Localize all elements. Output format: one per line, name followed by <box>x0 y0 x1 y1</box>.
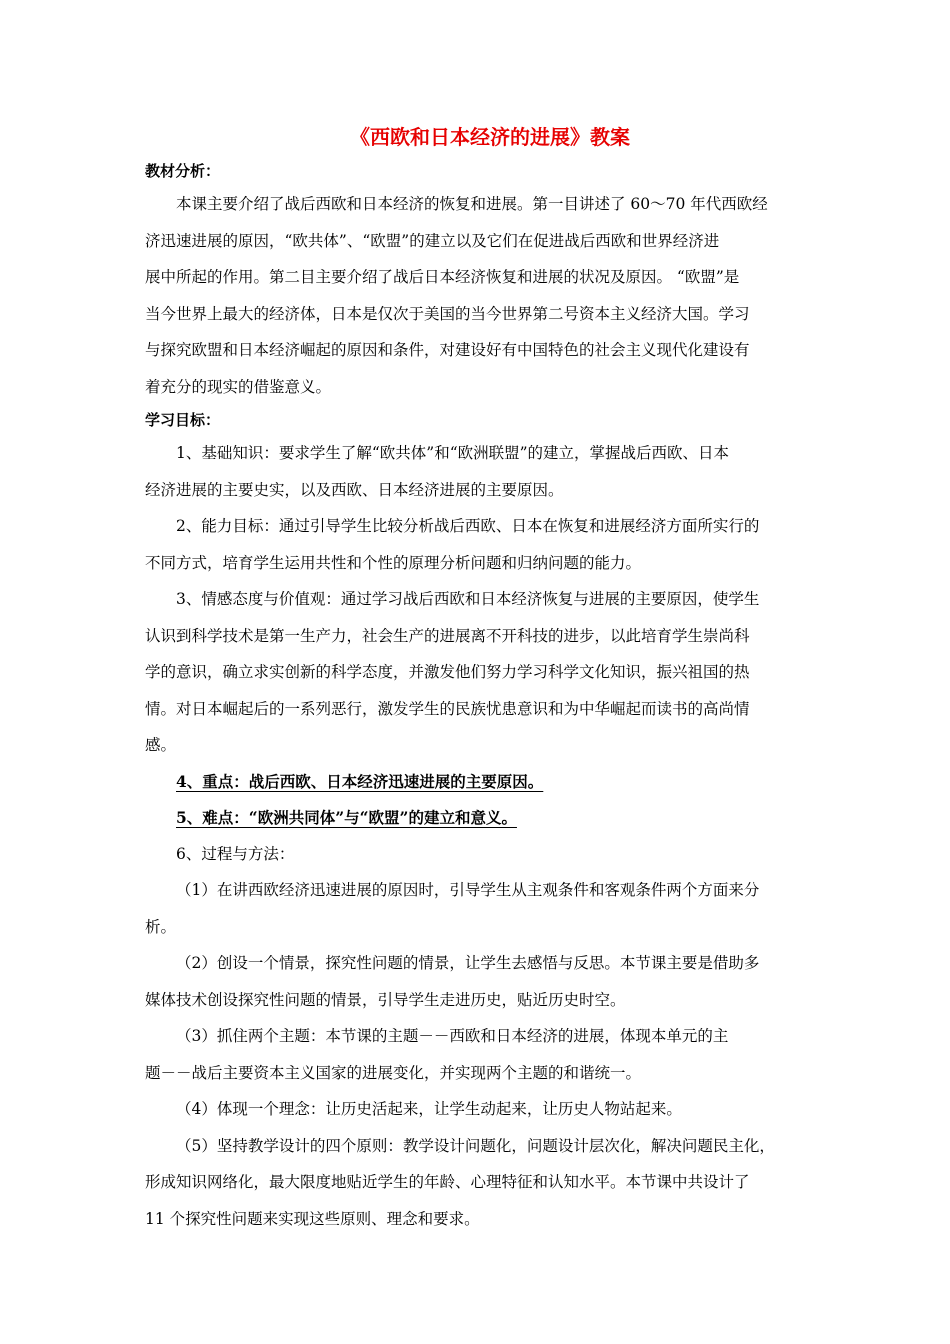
method-line: 析。 <box>145 917 177 936</box>
key-point: 4、重点：战后西欧、日本经济迅速进展的主要原因。 <box>176 771 544 791</box>
objective-item-2 <box>145 508 815 581</box>
objective-line: 1、基础知识：要求学生了解“欧共体”和“欧洲联盟”的建立，掌握战后西欧、日本 <box>176 444 730 462</box>
method-item-2 <box>145 945 815 1018</box>
objective-line: 2、能力目标：通过引导学生比较分析战后西欧、日本在恢复和进展经济方面所实行的 <box>176 517 760 535</box>
analysis-line: 着充分的现实的借鉴意义。 <box>145 377 332 396</box>
analysis-line: 当今世界上最大的经济体，日本是仅次于美国的当今世界第二号资本主义经济大国。学习 <box>145 304 750 323</box>
objective-line: 情。对日本崛起后的一系列恶行，激发学生的民族忧患意识和为中华崛起而读书的高尚情 <box>145 699 750 718</box>
process-method-heading: 6、过程与方法： <box>176 844 295 863</box>
analysis-line: 与探究欧盟和日本经济崛起的原因和条件，对建设好有中国特色的社会主义现代化建设有 <box>145 341 750 359</box>
method-line: （4）体现一个理念：让历史活起来，让学生动起来，让历史人物站起来。 <box>176 1100 682 1118</box>
document-title: 《西欧和日本经济的进展》教案 <box>350 125 630 149</box>
method-line: （2）创设一个情景，探究性问题的情景，让学生去感悟与反思。本节课主要是借助多 <box>176 954 760 972</box>
objective-line: 感。 <box>145 736 177 754</box>
analysis-line: 展中所起的作用。第二目主要介绍了战后日本经济恢复和进展的状况及原因。 “欧盟”是 <box>145 268 740 286</box>
objective-item-3 <box>145 581 815 764</box>
method-line: （3）抓住两个主题：本节课的主题－－西欧和日本经济的进展，体现本单元的主 <box>176 1027 729 1045</box>
objective-line: 3、情感态度与价值观：通过学习战后西欧和日本经济恢复与进展的主要原因，使学生 <box>176 590 760 608</box>
analysis-paragraph <box>145 186 815 405</box>
objective-line: 不同方式，培育学生运用共性和个性的原理分析问题和归纳问题的能力。 <box>145 553 642 572</box>
method-line: 媒体技术创设探究性问题的情景，引导学生走进历史，贴近历史时空。 <box>145 990 626 1009</box>
method-item-1 <box>145 872 815 945</box>
analysis-line: 济迅速进展的原因，“欧共体”、“欧盟”的建立以及它们在促进战后西欧和世界经济进 <box>145 231 720 250</box>
objective-line: 认识到科学技术是第一生产力，社会生产的进展离不开科技的进步，以此培育学生崇尚科 <box>145 626 750 645</box>
objective-line: 经济进展的主要史实，以及西欧、日本经济进展的主要原因。 <box>145 480 564 499</box>
document-page <box>145 120 815 1237</box>
method-line: 11 个探究性问题来实现这些原则、理念和要求。 <box>145 1209 480 1228</box>
method-item-5 <box>145 1128 815 1238</box>
analysis-line: 本课主要介绍了战后西欧和日本经济的恢复和进展。第一目讲述了 60～70 年代西欧经 <box>176 195 768 213</box>
method-item-4 <box>145 1091 815 1128</box>
difficult-point: 5、难点：“欧洲共同体”与“欧盟”的建立和意义。 <box>176 807 517 827</box>
method-line: 题－－战后主要资本主义国家的进展变化，并实现两个主题的和谐统一。 <box>145 1063 642 1082</box>
method-line: 形成知识网络化，最大限度地贴近学生的年龄、心理特征和认知水平。本节课中共设计了 <box>145 1173 750 1191</box>
objectives-heading: 学习目标： <box>145 411 221 429</box>
method-item-3 <box>145 1018 815 1091</box>
method-line: （1）在讲西欧经济迅速进展的原因时，引导学生从主观条件和客观条件两个方面来分 <box>176 881 760 899</box>
objective-line: 学的意识，确立求实创新的科学态度，并激发他们努力学习科学文化知识，振兴祖国的热 <box>145 663 750 681</box>
method-line: （5）坚持教学设计的四个原则：教学设计问题化，问题设计层次化，解决问题民主化， <box>176 1136 775 1155</box>
objective-item-1 <box>145 435 815 508</box>
analysis-heading: 教材分析： <box>145 162 221 180</box>
